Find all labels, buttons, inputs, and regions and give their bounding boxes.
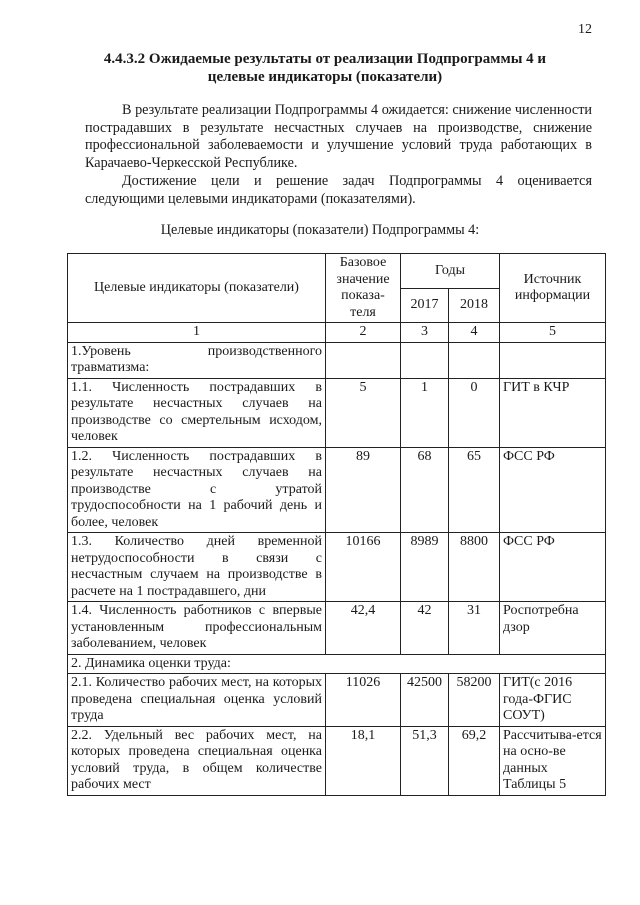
table-row [68,533,606,602]
info-source: ГИТ в КЧР [500,378,606,447]
base-value: 11026 [326,674,401,727]
value-2018: 69,2 [449,726,500,795]
value-2018: 8800 [449,533,500,602]
col-number: 4 [449,323,500,343]
base-value: 18,1 [326,726,401,795]
table-row [68,447,606,533]
table-row-section [68,654,606,674]
paragraph-goal-achievement: Достижение цели и решение задач Подпрограммы 4 оценивается следующими целевыми индикаторами (показателями). [85,173,592,207]
header-year-2018: 2018 [449,288,500,323]
indicator-name: 2.2. Удельный вес рабочих мест, на которых проведена специальная оценка условий труда, в общем количестве рабочих мест [68,726,326,795]
paragraph-expected-results: В результате реализации Подпрограммы 4 ожидается: снижение численности пострадавших в результате несчастных случаев на производстве, снижение профессиональной заболеваемости и улучшение условий труда работающих в Карачаево-Черкесской Республике. [85,102,592,171]
value-2018: 31 [449,602,500,655]
value-2017: 68 [401,447,449,533]
header-years: Годы [401,254,500,289]
col-number: 2 [326,323,401,343]
value-2017: 1 [401,378,449,447]
indicators-table [67,253,606,796]
table-row [68,602,606,655]
heading-line-2: целевые индикаторы (показатели) [207,69,443,85]
header-indicator: Целевые индикаторы (показатели) [68,254,326,323]
info-source: ГИТ(с 2016 года-ФГИС СОУТ) [500,674,606,727]
value-2018: 0 [449,378,500,447]
value-2018: 65 [449,447,500,533]
column-numbers-row [68,323,606,343]
value-2017: 51,3 [401,726,449,795]
section-heading [60,50,590,86]
base-value: 5 [326,378,401,447]
info-source: Рассчитыва-ется на осно-ве данных Таблицы 5 [500,726,606,795]
col-number: 1 [68,323,326,343]
indicator-name: 2. Динамика оценки труда: [68,654,606,674]
header-year-2017: 2017 [401,288,449,323]
table-row [68,726,606,795]
table-row [68,674,606,727]
table-row [68,378,606,447]
value-2018: 58200 [449,674,500,727]
value-2017: 42500 [401,674,449,727]
info-source: ФСС РФ [500,533,606,602]
indicator-name: 2.1. Количество рабочих мест, на которых проведена специальная оценка условий труда [68,674,326,727]
indicator-name: 1.1. Численность пострадавших в результате несчастных случаев на производстве со смертельным исходом, человек [68,378,326,447]
table-caption: Целевые индикаторы (показатели) Подпрограммы 4: [160,222,480,238]
header-base-value: Базовое значение показа-теля [326,254,401,323]
indicator-name: 1.Уровень производственного травматизма: [68,342,326,378]
header-source: Источник информации [500,254,606,323]
page-number: 12 [578,22,592,37]
base-value: 42,4 [326,602,401,655]
col-number: 5 [500,323,606,343]
info-source: ФСС РФ [500,447,606,533]
indicator-name: 1.4. Численность работников с впервые установленным профессиональным заболеванием, человек [68,602,326,655]
col-number: 3 [401,323,449,343]
indicator-name: 1.3. Количество дней временной нетрудоспособности в связи с несчастным случаем на производстве в расчете на 1 пострадавшего, дни [68,533,326,602]
base-value: 10166 [326,533,401,602]
heading-line-1: 4.4.3.2 Ожидаемые результаты от реализации Подпрограммы 4 и [103,51,547,67]
value-2017: 42 [401,602,449,655]
base-value: 89 [326,447,401,533]
info-source: Роспотребна дзор [500,602,606,655]
indicator-name: 1.2. Численность пострадавших в результате несчастных случаев на производстве с утратой трудоспособности на 1 рабочий день и более, человек [68,447,326,533]
value-2017: 8989 [401,533,449,602]
table-row-section [68,342,606,378]
